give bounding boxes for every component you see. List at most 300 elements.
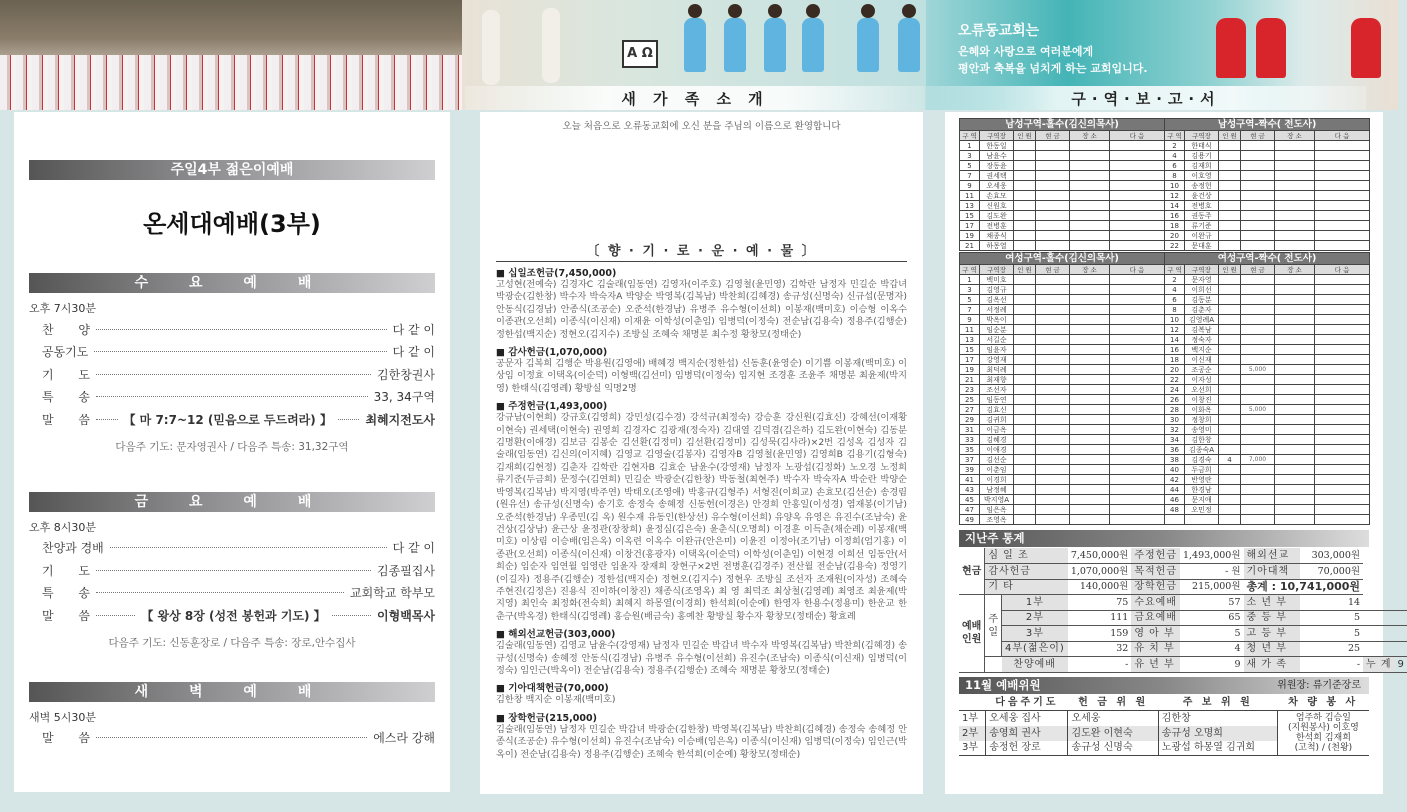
district-cell: 13 [960, 201, 980, 211]
offering-section [496, 680, 907, 706]
wed-service-bar: 수 요 예 배 [29, 273, 435, 293]
cash-category: 해외선교 [1244, 548, 1300, 564]
district-cell [1219, 375, 1241, 385]
district-cell [1315, 315, 1370, 325]
district-cell: 40 [1165, 465, 1185, 475]
district-cell: 서정례 [980, 305, 1014, 315]
district-cell [1014, 191, 1036, 201]
district-cell [1315, 221, 1370, 231]
district-cell [1036, 161, 1070, 171]
district-cell [1241, 161, 1275, 171]
dot-leader [332, 615, 371, 616]
district-cell [1275, 211, 1315, 221]
cash-amount: 1,493,000원 [1180, 548, 1244, 564]
district-cell: 조선자 [980, 385, 1014, 395]
label-char: 도 [78, 563, 90, 578]
district-cell: 송영미 [1185, 425, 1219, 435]
table-row [960, 191, 1370, 201]
district-cell [1219, 241, 1241, 251]
item-label [42, 729, 90, 746]
district-cell [1219, 435, 1241, 445]
district-cell [1036, 141, 1070, 151]
district-cell [1315, 211, 1370, 221]
cumulative-value: 9 [1395, 657, 1407, 673]
district-cell: 6 [1165, 161, 1185, 171]
district-cell [1110, 405, 1165, 415]
district-cell [1315, 395, 1370, 405]
district-cell [1241, 295, 1275, 305]
district-cell: 35 [960, 445, 980, 455]
district-cell: 15 [960, 211, 980, 221]
district-cell: 하몽열 [980, 241, 1014, 251]
committee-table [959, 696, 1369, 757]
district-cell [1036, 241, 1070, 251]
district-cell [1110, 485, 1165, 495]
item-label [42, 584, 90, 601]
district-cell [1110, 211, 1165, 221]
cash-category: 장학헌금 [1131, 579, 1180, 595]
district-cell [1165, 515, 1185, 525]
district-cell: 박지영A [980, 495, 1014, 505]
district-cell [1070, 151, 1110, 161]
district-cell [1315, 161, 1370, 171]
item-label [42, 539, 104, 556]
district-group-title: 여성구역-홀수(김신의목사) [960, 253, 1165, 265]
district-cell [1014, 385, 1036, 395]
intro-title: 오류동교회는 [958, 23, 1040, 39]
district-cell [1315, 305, 1370, 315]
district-cell [1036, 221, 1070, 231]
attendance-count: 14 [1300, 595, 1363, 611]
column-header: 구 역 [1165, 131, 1185, 141]
district-cell: 16 [1165, 345, 1185, 355]
item-value: 최혜지전도사 [365, 412, 436, 427]
altar-sign: A Ω [622, 40, 658, 68]
district-cell [1070, 395, 1110, 405]
cash-category: 기아대책 [1244, 564, 1300, 580]
district-cell: 김효신 [980, 405, 1014, 415]
column-header: 장 소 [1070, 265, 1110, 275]
committee-column-header: 차 량 봉 사 [1277, 696, 1369, 711]
district-cell [1110, 171, 1165, 181]
district-cell [1275, 241, 1315, 251]
district-cell: 44 [1165, 485, 1185, 495]
label-char: 특 [42, 586, 54, 601]
district-cell: 문대훈 [1185, 241, 1219, 251]
total-amount: 총계 : 10,741,000원 [1244, 579, 1364, 595]
district-cell [1036, 395, 1070, 405]
district-cell [1275, 285, 1315, 295]
attendance-count: 75 [1068, 595, 1132, 611]
district-cell [1070, 515, 1110, 525]
district-cell [1241, 515, 1275, 525]
district-cell: 오선희 [1185, 385, 1219, 395]
column-header: 현 금 [1036, 265, 1070, 275]
dawn-service-bar: 새 벽 예 배 [29, 682, 435, 702]
main-title: 온세대예배(3부) [143, 210, 321, 238]
column-header: 현 금 [1241, 265, 1275, 275]
district-cell [1070, 211, 1110, 221]
district-cell [1070, 141, 1110, 151]
district-cell [1036, 515, 1070, 525]
car-service-line: (고척) / (천왕) [1294, 743, 1353, 753]
district-cell: 오세웅 [980, 181, 1014, 191]
sunday-label: 주 일 [985, 595, 1002, 657]
table-row [960, 365, 1370, 375]
label-char: 양 [78, 322, 90, 337]
district-cell [1315, 485, 1370, 495]
district-cell [1275, 355, 1315, 365]
district-cell: 채종식 [980, 231, 1014, 241]
column-header: 현 금 [1241, 131, 1275, 141]
table-row [960, 435, 1370, 445]
cash-amount: 215,000원 [1180, 579, 1244, 595]
label-char: 공동기도 [42, 345, 89, 360]
district-cell [1070, 241, 1110, 251]
district-cell [1014, 455, 1036, 465]
district-cell [1070, 171, 1110, 181]
district-cell [1036, 475, 1070, 485]
committee-cell: 1부 [959, 711, 986, 726]
district-cell: 한태식 [1185, 141, 1219, 151]
service-time: 오후 7시30분 [29, 302, 96, 315]
district-cell [1036, 315, 1070, 325]
table-row [960, 141, 1370, 151]
district-cell: 39 [960, 465, 980, 475]
district-cell: 45 [960, 495, 980, 505]
district-cell: 반영란 [1185, 475, 1219, 485]
district-cell: 이화옥 [1185, 405, 1219, 415]
district-cell [1315, 275, 1370, 285]
table-row [960, 171, 1370, 181]
label-char: 찬 [42, 322, 54, 337]
committee-chair: 위원장: 류기준장로 [1277, 679, 1361, 691]
district-cell [1110, 445, 1165, 455]
attendance-count: 32 [1068, 641, 1132, 657]
district-cell: 두금희 [1185, 465, 1219, 475]
district-cell [1014, 275, 1036, 285]
district-cell [1315, 231, 1370, 241]
intro-line: 평안과 축복을 넘치게 하는 교회입니다. [958, 62, 1148, 75]
district-cell [1315, 475, 1370, 485]
district-cell: 류기준 [1185, 221, 1219, 231]
label-char: 씀 [78, 731, 90, 746]
dawn-service [14, 682, 450, 750]
district-cell [1275, 405, 1315, 415]
label-char: 씀 [78, 608, 90, 623]
district-cell: 12 [1165, 191, 1185, 201]
district-cell [1014, 505, 1036, 515]
dot-leader [96, 570, 371, 571]
attendance-count: 5 [1180, 626, 1244, 642]
district-cell [1241, 231, 1275, 241]
stats-table [959, 548, 1407, 673]
table-row [960, 375, 1370, 385]
district-cell: 임순분 [980, 325, 1014, 335]
district-cell [1070, 325, 1110, 335]
committee-cell: 2부 [959, 726, 986, 741]
district-cell: 17 [960, 355, 980, 365]
district-cell: 38 [1165, 455, 1185, 465]
attendance-category: 새 가 족 [1244, 657, 1300, 673]
attendance-category: 찬양예배 [1002, 657, 1068, 673]
district-cell [1315, 285, 1370, 295]
service-item [42, 727, 435, 750]
column-header: 장 소 [1275, 265, 1315, 275]
offering-section [496, 710, 907, 761]
car-service [1277, 711, 1369, 756]
district-cell: 권동주 [1185, 211, 1219, 221]
column-header: 현 금 [1036, 131, 1070, 141]
district-cell [1315, 141, 1370, 151]
district-cell [1014, 415, 1036, 425]
district-cell [1036, 345, 1070, 355]
offering-names: 김술래(임동연) 남정자 민길순 박갑녀 박광순(김한창) 박영복(김복남) 박찬희(김혜경) 송정숙 송혜정 안종식(조공순) 유수형(이선희) 유진수(조남숙) 이승배(임은옥) 이종식(이신재) 임병덕(이정숙) 임인근(박옥이) 전순남(김용숙) 정용주(김행순) 조혜숙 한석희(이순예) 황창모(정태순) [496, 723, 907, 760]
table-row [960, 151, 1370, 161]
column-header: 인 원 [1219, 131, 1241, 141]
attendance-count: 4 [1180, 641, 1244, 657]
district-cell [1036, 335, 1070, 345]
attendance-category: 수요예배 [1131, 595, 1180, 611]
district-cell: 31 [960, 425, 980, 435]
district-cell [1275, 161, 1315, 171]
empty-cell [1363, 595, 1407, 611]
district-cell [1275, 425, 1315, 435]
item-label [42, 562, 90, 579]
district-cell [1036, 445, 1070, 455]
district-cell: 김용기 [1185, 151, 1219, 161]
district-cell: 5,000 [1241, 405, 1275, 415]
committee-cell: 송규성 신명숙 [1068, 741, 1158, 756]
district-cell [1036, 201, 1070, 211]
item-label [42, 321, 90, 338]
district-cell [1070, 475, 1110, 485]
district-cell [1275, 395, 1315, 405]
service-item [42, 559, 435, 582]
district-cell: 장동윤 [980, 161, 1014, 171]
district-cell [1241, 395, 1275, 405]
district-cell [1241, 465, 1275, 475]
column-header: 다 음 [1110, 265, 1165, 275]
district-cell [1110, 141, 1165, 151]
committee-column-header [959, 696, 986, 711]
attendance-category: 유 치 부 [1131, 641, 1180, 657]
district-cell: 신원호 [980, 201, 1014, 211]
district-cell: 8 [1165, 171, 1185, 181]
district-cell [1014, 325, 1036, 335]
district-cell [1219, 325, 1241, 335]
singer-figure [542, 8, 560, 83]
male-district-table [959, 118, 1370, 251]
district-cell [1036, 425, 1070, 435]
district-cell [1070, 315, 1110, 325]
district-cell [1275, 151, 1315, 161]
district-cell [1110, 435, 1165, 445]
cash-label: 현금 [959, 548, 985, 595]
district-cell [1315, 191, 1370, 201]
district-cell: 3 [960, 285, 980, 295]
district-cell: 7 [960, 305, 980, 315]
district-cell: 29 [960, 415, 980, 425]
district-cell [1275, 171, 1315, 181]
attendance-count: 25 [1300, 641, 1363, 657]
attendance-count: 159 [1068, 626, 1132, 642]
district-cell [1241, 181, 1275, 191]
district-cell [1219, 231, 1241, 241]
district-cell: 11 [960, 325, 980, 335]
table-row [960, 201, 1370, 211]
district-cell [1315, 455, 1370, 465]
district-cell [1014, 161, 1036, 171]
district-cell [1014, 355, 1036, 365]
column-header: 구역장 [1185, 265, 1219, 275]
district-cell [1275, 231, 1315, 241]
district-cell [1070, 495, 1110, 505]
district-cell [1070, 435, 1110, 445]
district-cell [1219, 465, 1241, 475]
district-cell [1275, 335, 1315, 345]
district-cell [1315, 355, 1370, 365]
district-cell: 이완규 [1185, 231, 1219, 241]
district-cell: 42 [1165, 475, 1185, 485]
district-cell [1036, 405, 1070, 415]
district-cell [1275, 305, 1315, 315]
district-cell: 임은옥 [980, 505, 1014, 515]
offering-title: ■ 주정헌금(1,493,000) [496, 401, 608, 413]
district-cell [1275, 485, 1315, 495]
district-cell: 1 [960, 141, 980, 151]
district-cell [1036, 495, 1070, 505]
district-cell [1036, 181, 1070, 191]
district-cell [1036, 171, 1070, 181]
table-row [960, 405, 1370, 415]
item-value: 다 같 이 [392, 541, 435, 556]
new-family-panel [480, 112, 923, 794]
cash-category: 심 일 조 [985, 548, 1068, 564]
district-cell [1219, 485, 1241, 495]
district-cell: 김귀희 [980, 415, 1014, 425]
offering-title: ■ 장학헌금(215,000) [496, 712, 597, 724]
committee-cell: 오세웅 [1068, 711, 1158, 726]
district-cell: 송정헌 [1185, 181, 1219, 191]
service-item [42, 341, 435, 364]
attendance-label: 예배 인원 [959, 595, 985, 673]
district-cell [1219, 275, 1241, 285]
offering-title: ■ 해외선교헌금(303,000) [496, 629, 616, 641]
district-cell [1219, 415, 1241, 425]
district-cell [1014, 395, 1036, 405]
district-cell: 전병훈 [980, 221, 1014, 231]
district-cell: 이자성 [1185, 375, 1219, 385]
item-value: 김종필집사 [377, 563, 435, 578]
district-cell: 문지애 [1185, 495, 1219, 505]
table-row [960, 231, 1370, 241]
district-cell [1219, 385, 1241, 395]
district-cell [1014, 445, 1036, 455]
item-value: 교회학교 학부모 [350, 586, 435, 601]
item-value: 다 같 이 [392, 345, 435, 360]
district-cell [1241, 375, 1275, 385]
district-report-panel [945, 112, 1404, 794]
district-cell [1110, 395, 1165, 405]
district-cell [1315, 325, 1370, 335]
table-row [960, 475, 1370, 485]
attendance-count: 5 [1300, 610, 1363, 626]
district-cell: 4 [1219, 455, 1241, 465]
district-cell [1110, 505, 1165, 515]
district-cell: 19 [960, 231, 980, 241]
service-item [42, 363, 435, 386]
district-cell: 27 [960, 405, 980, 415]
cash-amount: - 원 [1180, 564, 1244, 580]
district-cell [1014, 435, 1036, 445]
district-cell [1219, 181, 1241, 191]
district-cell [1315, 505, 1370, 515]
youth-worship-bar: 주일4부 젊은이예배 [29, 160, 435, 180]
label-char: 씀 [78, 412, 90, 427]
district-cell: 41 [960, 475, 980, 485]
district-cell [1219, 211, 1241, 221]
district-cell: 남정혜 [980, 485, 1014, 495]
committee-cell: 3부 [959, 741, 986, 756]
district-cell [1219, 515, 1241, 525]
offering-section [496, 626, 907, 677]
district-cell [1219, 505, 1241, 515]
district-cell: 48 [1165, 505, 1185, 515]
district-cell [1241, 285, 1275, 295]
column-header: 구 역 [960, 131, 980, 141]
item-label [42, 343, 88, 360]
district-cell [1014, 295, 1036, 305]
district-cell: 정숙자 [1185, 335, 1219, 345]
column-header: 구역장 [1185, 131, 1219, 141]
district-cell [1275, 295, 1315, 305]
district-cell: 김동분 [1185, 295, 1219, 305]
district-cell: 윤건상 [1185, 191, 1219, 201]
district-cell [1315, 425, 1370, 435]
attendance-row [959, 641, 1407, 657]
district-cell [1110, 515, 1165, 525]
stats-bar [959, 530, 1369, 547]
label-char: 도 [78, 367, 90, 382]
car-service-line: 한석희 김재희 [1295, 733, 1351, 743]
table-row [960, 211, 1370, 221]
district-cell [1110, 415, 1165, 425]
dot-leader [96, 615, 135, 616]
district-cell [1275, 495, 1315, 505]
committee-cell: 노광섭 하몽열 김귀희 [1161, 742, 1256, 754]
friday-service [14, 492, 450, 650]
item-label [42, 366, 90, 383]
label-char: 송 [78, 390, 90, 405]
column-header: 다 음 [1110, 131, 1165, 141]
dot-leader [96, 419, 118, 420]
district-cell: 이신재 [1185, 355, 1219, 365]
district-cell: 남윤수 [980, 151, 1014, 161]
table-row [960, 305, 1370, 315]
district-cell: 47 [960, 505, 980, 515]
district-cell: 김도완 [980, 211, 1014, 221]
district-cell [1219, 405, 1241, 415]
stats-row [959, 548, 1407, 564]
district-cell [1014, 201, 1036, 211]
district-cell: 김재희 [1185, 161, 1219, 171]
new-family-heading: 새 가 족 소 개 [465, 86, 925, 110]
district-cell [1315, 241, 1370, 251]
district-cell [1315, 295, 1370, 305]
district-cell [1315, 515, 1370, 525]
district-cell [1315, 415, 1370, 425]
